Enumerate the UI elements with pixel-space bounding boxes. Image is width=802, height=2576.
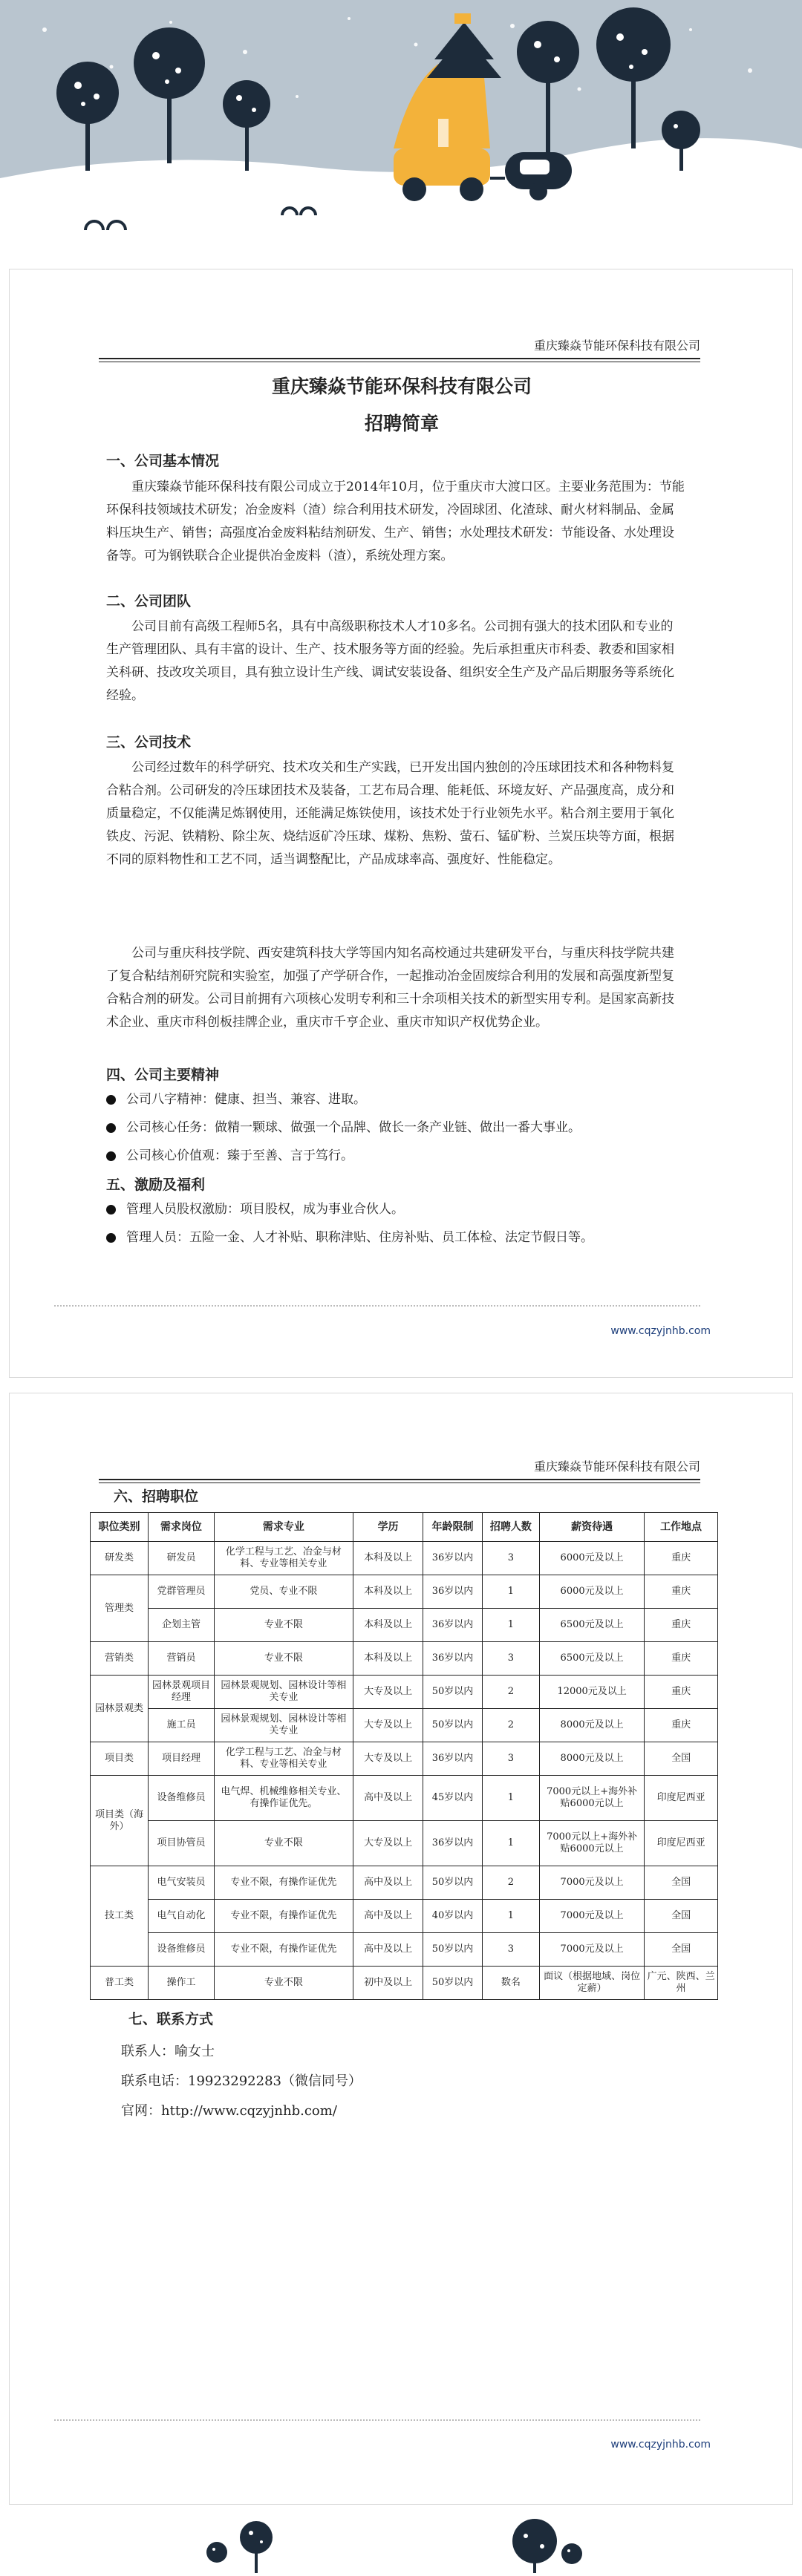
cell-category: 管理类 (91, 1575, 149, 1642)
snowy-tree-icon (0, 2508, 802, 2573)
header-rule (99, 1482, 700, 1483)
cell-position: 企划主管 (149, 1609, 215, 1642)
cell-count: 2 (482, 1866, 539, 1900)
cell-age: 36岁以内 (423, 1642, 482, 1676)
cell-count: 3 (482, 1742, 539, 1776)
footer-website: www.cqzyjnhb.com (610, 2439, 711, 2451)
cell-location: 重庆 (645, 1575, 718, 1609)
cell-count: 2 (482, 1676, 539, 1709)
section-6-title: 六、招聘职位 (114, 1488, 199, 1505)
table-row (91, 1742, 718, 1776)
section-4-title: 四、公司主要精神 (106, 1067, 220, 1083)
cell-count: 2 (482, 1709, 539, 1742)
contact-website[interactable]: 官网：http://www.cqzyjnhb.com/ (121, 2103, 337, 2119)
cell-location: 印度尼西亚 (645, 1776, 718, 1821)
cell-education: 大专及以上 (353, 1742, 423, 1776)
column-header: 招聘人数 (482, 1513, 539, 1542)
cell-major: 专业不限 (214, 1821, 353, 1866)
section-2-text: 公司目前有高级工程师5名，具有中高级职称技术人才10多名。公司拥有强大的技术团队和专业的生产管理团队、具有丰富的设计、生产、技术服务等方面的经验。先后承担重庆市科委、教委和国家相关科研、技改攻关项目，具有独立设计生产线、调试安装设备、组织安全生产及产品后期服务等系统化经验。 (106, 619, 674, 703)
table-row (91, 1866, 718, 1900)
cell-age: 50岁以内 (423, 1967, 482, 2000)
cell-salary: 6000元及以上 (540, 1575, 645, 1609)
section-1-text: 重庆臻焱节能环保科技有限公司成立于2014年10月，位于重庆市大渡口区。主要业务范围为：节能环保科技领域技术研发；冶金废料（渣）综合利用技术研发，冷固球团、化渣球、耐火材料制品、金属料压块生产、销售；高强度冶金废料粘结剂研发、生产、销售；水处理技术研发：节能设备、水处理设备等。可为钢铁联合企业提供冶金废料（渣），系统处理方案。 (106, 480, 685, 563)
section-3-text-1: 公司经过数年的科学研究、技术攻关和生产实践，已开发出国内独创的冷压球团技术和各种物料复合粘合剂。公司研发的冷压球团技术及装备，工艺布局合理、能耗低、环境友好、产品强度高，成分和质量稳定，不仅能满足炼钢使用，还能满足炼铁使用，该技术处于行业领先水平。粘合剂主要用于氧化铁皮、污泥、铁精粉、除尘灰、烧结返矿冷压球、煤粉、焦粉、萤石、锰矿粉、兰炭压块等方面，根据不同的原料物性和工艺不同，适当调整配比，产品成球率高、强度好、性能稳定。 (106, 760, 674, 867)
cell-category: 普工类 (91, 1967, 149, 2000)
list-item: 公司核心任务：做精一颗球、做强一个品牌、做长一条产业链、做出一番大事业。 (106, 1117, 685, 1138)
cell-age: 36岁以内 (423, 1575, 482, 1609)
column-header: 职位类别 (91, 1513, 149, 1542)
column-header: 年龄限制 (423, 1513, 482, 1542)
cell-education: 大专及以上 (353, 1676, 423, 1709)
cell-education: 本科及以上 (353, 1575, 423, 1609)
recruitment-table (90, 1512, 718, 2000)
cell-position: 电气自动化 (149, 1900, 215, 1933)
cell-category: 营销类 (91, 1642, 149, 1676)
footer-divider (54, 2419, 700, 2421)
cell-count: 1 (482, 1821, 539, 1866)
table-row (91, 1542, 718, 1575)
cell-count: 1 (482, 1776, 539, 1821)
table-header-row (91, 1513, 718, 1542)
cell-salary: 6500元及以上 (540, 1609, 645, 1642)
cell-location: 重庆 (645, 1542, 718, 1575)
table-row (91, 1967, 718, 2000)
cell-education: 高中及以上 (353, 1866, 423, 1900)
cell-education: 高中及以上 (353, 1933, 423, 1967)
cell-location: 重庆 (645, 1642, 718, 1676)
table-row (91, 1821, 718, 1866)
table-row (91, 1575, 718, 1609)
cell-age: 36岁以内 (423, 1742, 482, 1776)
cell-major: 电气焊、机械维修相关专业、有操作证优先。 (214, 1776, 353, 1821)
list-item: 公司核心价值观：臻于至善、言于笃行。 (106, 1145, 685, 1166)
cell-salary: 8000元及以上 (540, 1742, 645, 1776)
cell-count: 3 (482, 1933, 539, 1967)
cell-location: 重庆 (645, 1709, 718, 1742)
cell-education: 大专及以上 (353, 1821, 423, 1866)
column-header: 学历 (353, 1513, 423, 1542)
cell-category: 园林景观类 (91, 1676, 149, 1742)
list-item: 管理人员股权激励：项目股权，成为事业合伙人。 (106, 1199, 685, 1220)
bullet-dot-icon (106, 1095, 116, 1105)
column-header: 需求岗位 (149, 1513, 215, 1542)
cell-location: 全国 (645, 1866, 718, 1900)
cell-category: 技工类 (91, 1866, 149, 1967)
cell-position: 营销员 (149, 1642, 215, 1676)
cell-major: 专业不限 (214, 1609, 353, 1642)
bullet-dot-icon (106, 1123, 116, 1133)
cell-salary: 7000元及以上 (540, 1933, 645, 1967)
cell-location: 全国 (645, 1900, 718, 1933)
cell-salary: 7000元及以上 (540, 1866, 645, 1900)
document-page-1 (9, 269, 793, 1378)
cell-major: 专业不限，有操作证优先 (214, 1900, 353, 1933)
cell-count: 3 (482, 1542, 539, 1575)
cell-age: 50岁以内 (423, 1866, 482, 1900)
cell-salary: 7000元以上+海外补贴6000元以上 (540, 1821, 645, 1866)
cell-salary: 8000元及以上 (540, 1709, 645, 1742)
cell-education: 高中及以上 (353, 1900, 423, 1933)
doc-subtitle: 招聘简章 (364, 413, 439, 434)
cell-count: 3 (482, 1642, 539, 1676)
cell-major: 专业不限 (214, 1967, 353, 2000)
cell-major: 专业不限，有操作证优先 (214, 1866, 353, 1900)
cell-salary: 7000元及以上 (540, 1900, 645, 1933)
cell-age: 36岁以内 (423, 1542, 482, 1575)
cell-major: 化学工程与工艺、冶金与材料、专业等相关专业 (214, 1742, 353, 1776)
table-row (91, 1933, 718, 1967)
cell-location: 全国 (645, 1742, 718, 1776)
footer-divider (54, 1305, 700, 1307)
cell-count: 1 (482, 1575, 539, 1609)
column-header: 需求专业 (214, 1513, 353, 1542)
cell-location: 广元、陕西、兰州 (645, 1967, 718, 2000)
cell-position: 园林景观项目经理 (149, 1676, 215, 1709)
cell-major: 园林景观规划、园林设计等相关专业 (214, 1709, 353, 1742)
table-row (91, 1709, 718, 1742)
table-row (91, 1609, 718, 1642)
cell-salary: 面议（根据地域、岗位定薪） (540, 1967, 645, 2000)
footer-illustration (0, 2508, 802, 2573)
bullet-dot-icon (106, 1205, 116, 1215)
contact-person: 联系人：喻女士 (121, 2044, 215, 2059)
cell-category: 项目类（海外） (91, 1776, 149, 1866)
cell-salary: 6000元及以上 (540, 1542, 645, 1575)
cell-position: 设备维修员 (149, 1776, 215, 1821)
cell-count: 1 (482, 1609, 539, 1642)
table-row (91, 1900, 718, 1933)
header-illustration (0, 0, 802, 245)
cell-location: 全国 (645, 1933, 718, 1967)
cell-age: 45岁以内 (423, 1776, 482, 1821)
cell-position: 电气安装员 (149, 1866, 215, 1900)
section-7-title: 七、联系方式 (128, 2011, 214, 2027)
cell-education: 本科及以上 (353, 1642, 423, 1676)
cell-education: 大专及以上 (353, 1709, 423, 1742)
winter-scene-icon (0, 0, 802, 245)
cell-salary: 7000元以上+海外补贴6000元以上 (540, 1776, 645, 1821)
section-2-title: 二、公司团队 (106, 593, 192, 609)
section-3-text-2: 公司与重庆科技学院、西安建筑科技大学等国内知名高校通过共建研发平台，与重庆科技学院共建了复合粘结剂研究院和实验室，加强了产学研合作，一起推动冶金固废综合利用的发展和高强度新型复合粘合剂的研发。公司目前拥有六项核心发明专利和三十余项相关技术的新型实用专利。是国家高新技术企业、重庆市科创板挂牌企业，重庆市千亨企业、重庆市知识产权优势企业。 (106, 946, 674, 1030)
page-header-company: 重庆臻焱节能环保科技有限公司 (99, 336, 700, 359)
table-row (91, 1776, 718, 1821)
cell-location: 印度尼西亚 (645, 1821, 718, 1866)
cell-count: 数名 (482, 1967, 539, 2000)
cell-education: 本科及以上 (353, 1542, 423, 1575)
cell-major: 专业不限，有操作证优先 (214, 1933, 353, 1967)
cell-salary: 12000元及以上 (540, 1676, 645, 1709)
cell-major: 专业不限 (214, 1642, 353, 1676)
cell-education: 初中及以上 (353, 1967, 423, 2000)
section-3-title: 三、公司技术 (106, 734, 192, 751)
column-header: 工作地点 (645, 1513, 718, 1542)
column-header: 薪资待遇 (540, 1513, 645, 1542)
cell-salary: 6500元及以上 (540, 1642, 645, 1676)
section-5-title: 五、激励及福利 (106, 1177, 206, 1193)
contact-phone: 联系电话：19923292283（微信同号） (121, 2073, 362, 2089)
cell-position: 施工员 (149, 1709, 215, 1742)
table-row (91, 1642, 718, 1676)
cell-position: 项目协管员 (149, 1821, 215, 1866)
cell-age: 50岁以内 (423, 1676, 482, 1709)
cell-education: 高中及以上 (353, 1776, 423, 1821)
doc-title: 重庆臻焱节能环保科技有限公司 (271, 376, 532, 397)
cell-location: 重庆 (645, 1609, 718, 1642)
table-row (91, 1676, 718, 1709)
cell-major: 化学工程与工艺、冶金与材料、专业等相关专业 (214, 1542, 353, 1575)
list-item: 管理人员：五险一金、人才补贴、职称津贴、住房补贴、员工体检、法定节假日等。 (106, 1227, 685, 1248)
cell-age: 40岁以内 (423, 1900, 482, 1933)
cell-education: 本科及以上 (353, 1609, 423, 1642)
cell-position: 研发员 (149, 1542, 215, 1575)
page-header-company: 重庆臻焱节能环保科技有限公司 (99, 1457, 700, 1480)
cell-major: 党员、专业不限 (214, 1575, 353, 1609)
cell-age: 50岁以内 (423, 1933, 482, 1967)
cell-position: 操作工 (149, 1967, 215, 2000)
cell-major: 园林景观规划、园林设计等相关专业 (214, 1676, 353, 1709)
bullet-dot-icon (106, 1151, 116, 1161)
cell-age: 36岁以内 (423, 1609, 482, 1642)
cell-location: 重庆 (645, 1676, 718, 1709)
cell-age: 50岁以内 (423, 1709, 482, 1742)
cell-count: 1 (482, 1900, 539, 1933)
list-item: 公司八字精神：健康、担当、兼容、进取。 (106, 1089, 685, 1110)
cell-position: 项目经理 (149, 1742, 215, 1776)
cell-position: 党群管理员 (149, 1575, 215, 1609)
cell-age: 36岁以内 (423, 1821, 482, 1866)
section-1-title: 一、公司基本情况 (106, 453, 220, 469)
cell-category: 项目类 (91, 1742, 149, 1776)
cell-category: 研发类 (91, 1542, 149, 1575)
cell-position: 设备维修员 (149, 1933, 215, 1967)
footer-website: www.cqzyjnhb.com (610, 1325, 711, 1337)
document-page-2 (9, 1393, 793, 2505)
bullet-dot-icon (106, 1233, 116, 1243)
